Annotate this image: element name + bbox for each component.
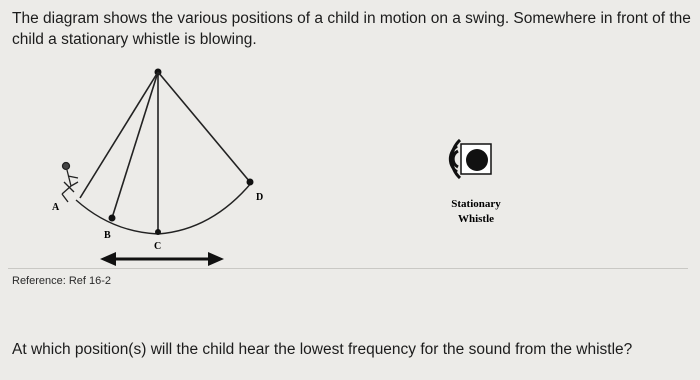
child-figure-icon [62, 163, 78, 203]
position-d-dot [247, 179, 254, 186]
swing-diagram [0, 60, 700, 270]
rope-b [112, 72, 158, 218]
whistle-label-line1: Stationary [451, 198, 501, 210]
label-a: A [52, 202, 60, 213]
label-b: B [104, 230, 111, 241]
rope-a [80, 72, 158, 198]
rope-d [158, 72, 250, 182]
reference-text: Reference: Ref 16-2 [12, 275, 112, 287]
whistle-label-line2: Whistle [457, 213, 495, 225]
swing-diagram-svg [0, 60, 700, 270]
motion-arrow-icon [100, 252, 224, 266]
label-c: C [154, 241, 162, 252]
whistle-icon [450, 140, 491, 178]
position-b-dot [109, 215, 116, 222]
intro-text: The diagram shows the various positions of a child in motion on a swing. Somewhere in front of the child a stationary whistle is blowing. [12, 10, 691, 48]
swing-arc [76, 182, 252, 234]
position-c-dot [155, 229, 161, 235]
question-text: At which position(s) will the child hear the lowest frequency for the sound from the whistle? [12, 341, 633, 358]
section-divider [8, 268, 688, 269]
label-d: D [256, 192, 264, 203]
